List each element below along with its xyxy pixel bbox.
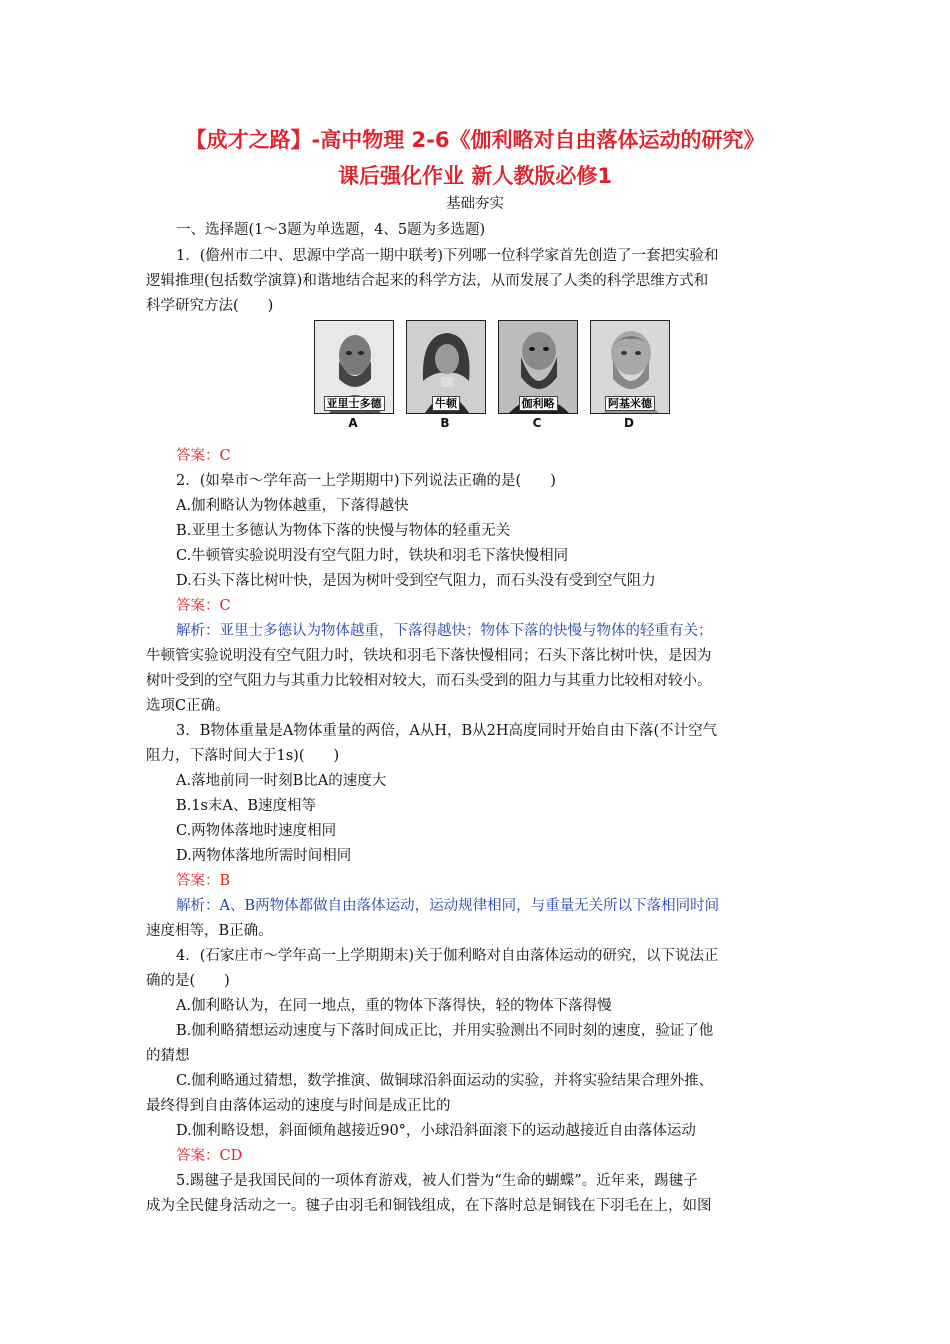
text-line: D.伽利略设想，斜面倾角越接近90°，小球沿斜面滚下的运动越接近自由落体运动 [176,1123,696,1139]
portrait-label: 伽利略 [519,396,558,411]
text-line: 的猜想 [146,1048,190,1064]
text-line: C.伽利略通过猜想，数学推演、做铜球沿斜面运动的实验，并将实验结果合理外推、 [176,1073,714,1089]
explanation-line: 解析：亚里士多德认为物体越重，下落得越快；物体下落的快慢与物体的轻重有关； [176,623,713,639]
text-line: 最终得到自由落体运动的速度与时间是成正比的 [146,1098,451,1114]
text-line: C.牛顿管实验说明没有空气阻力时，铁块和羽毛下落快慢相同 [176,548,569,564]
text-line: 4．(石家庄市～学年高一上学期期末)关于伽利略对自由落体运动的研究，以下说法正 [176,948,719,964]
text-line: 3．B物体重量是A物体重量的两倍，A从H，B从2H高度同时开始自由下落(不计空气 [176,723,718,739]
text-line: B.伽利略猜想运动速度与下落时间成正比，并用实验测出不同时刻的速度，验证了他 [176,1023,714,1039]
portrait-d [590,320,670,414]
text-line: 1．(儋州市二中、思源中学高一期中联考)下列哪一位科学家首先创造了一套把实验和 [176,248,719,264]
portrait-label: 亚里士多德 [324,396,385,411]
text-line: 一、选择题(1～3题为单选题，4、5题为多选题) [176,222,486,238]
section-heading: 基础夯实 [446,196,504,212]
text-line: B.1s末A、B速度相等 [176,798,317,814]
text-line: A.伽利略认为物体越重，下落得越快 [176,498,409,514]
scientist-portraits-figure [312,320,672,432]
text-line: A.伽利略认为，在同一地点，重的物体下落得快，轻的物体下落得慢 [176,998,612,1014]
document-title-line2: 课后强化作业 新人教版必修1 [338,164,612,188]
text-line: D.两物体落地所需时间相同 [176,848,352,864]
portrait-letter: C [532,416,542,430]
portrait-b [406,320,486,414]
text-line: 速度相等，B正确。 [146,923,273,939]
text-line: 确的是( ) [146,973,230,989]
portrait-c [498,320,578,414]
text-line: 树叶受到的空气阻力与其重力比较相对较大，而石头受到的阻力与其重力比较相对较小。 [146,673,712,689]
text-line: 5.踢毽子是我国民间的一项体育游戏，被人们誉为“生命的蝴蝶”。近年来，踢毽子 [176,1173,698,1189]
answer-line: 答案：B [176,873,231,889]
text-line: 2．(如皋市～学年高一上学期期中)下列说法正确的是( ) [176,473,556,489]
text-line: 成为全民健身活动之一。毽子由羽毛和铜钱组成，在下落时总是铜钱在下羽毛在上，如图 [146,1198,712,1214]
text-line: 牛顿管实验说明没有空气阻力时，铁块和羽毛下落快慢相同；石头下落比树叶快，是因为 [146,648,712,664]
text-line: 选项C正确。 [146,698,230,714]
text-line: B.亚里士多德认为物体下落的快慢与物体的轻重无关 [176,523,511,539]
portrait-letter: B [440,416,450,430]
text-line: C.两物体落地时速度相同 [176,823,337,839]
portrait-label: 牛顿 [432,396,460,411]
portrait-letter: A [348,416,358,430]
document-title-line1: 【成才之路】-高中物理 2-6《伽利略对自由落体运动的研究》 [185,128,765,152]
text-line: A.落地前同一时刻B比A的速度大 [176,773,387,789]
text-line: 阻力，下落时间大于1s)( ) [146,748,340,764]
portrait-label: 阿基米德 [605,396,655,411]
text-line: 逻辑推理(包括数学演算)和谐地结合起来的科学方法，从而发展了人类的科学思维方式和 [146,273,709,289]
answer-line: 答案：CD [176,1148,243,1164]
text-line: 科学研究方法( ) [146,298,274,314]
answer-line: 答案：C [176,598,231,614]
text-line: D.石头下落比树叶快，是因为树叶受到空气阻力，而石头没有受到空气阻力 [176,573,656,589]
explanation-line: 解析：A、B两物体都做自由落体运动，运动规律相同，与重量无关所以下落相同时间 [176,898,720,914]
portrait-a [314,320,394,414]
portrait-letter: D [624,416,634,430]
answer-line: 答案：C [176,448,231,464]
